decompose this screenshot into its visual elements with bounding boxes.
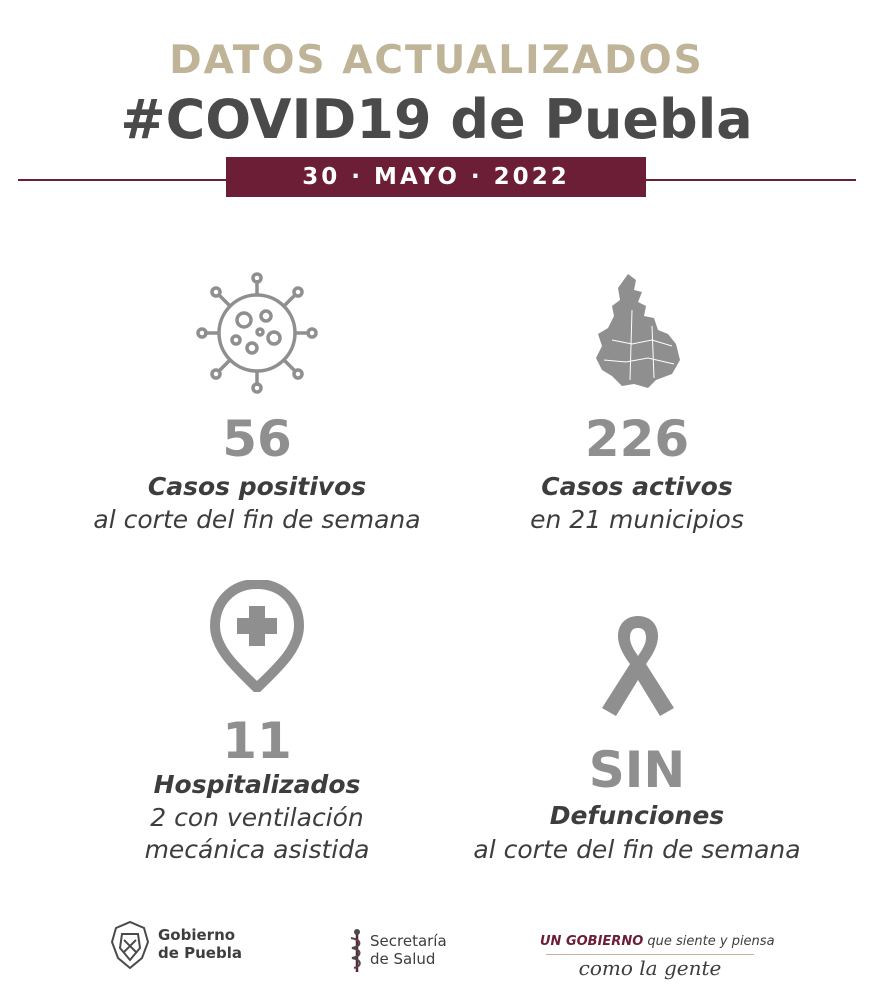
- salud-line2: de Salud: [370, 950, 436, 968]
- activos-value: 226: [584, 410, 690, 468]
- defunciones-value: SIN: [588, 741, 686, 799]
- hospital-pin-icon: [209, 580, 305, 692]
- puebla-map-icon: [592, 270, 684, 390]
- defunciones-sub: al corte del fin de semana: [473, 835, 801, 864]
- gobierno-line1: Gobierno: [158, 926, 236, 944]
- activos-label: Casos activos: [541, 472, 733, 501]
- gobierno-line2: de Puebla: [158, 944, 242, 962]
- salud-logo-icon: [348, 928, 366, 974]
- positivos-sub: al corte del fin de semana: [93, 505, 421, 534]
- secretaria-salud-logo: [348, 928, 478, 978]
- gobierno-logo-icon: [108, 918, 154, 974]
- hospitalizados-label: Hospitalizados: [153, 770, 361, 799]
- page-title: #COVID19 de Puebla: [120, 88, 753, 151]
- header-subtitle: DATOS ACTUALIZADOS: [169, 38, 704, 83]
- slogan-rest: que siente y piensa: [643, 934, 775, 949]
- slogan-accent: UN GOBIERNO: [540, 934, 644, 949]
- hospitalizados-value: 11: [222, 712, 292, 770]
- slogan: [540, 930, 775, 980]
- positivos-value: 56: [222, 410, 292, 468]
- positivos-label: Casos positivos: [147, 472, 367, 501]
- hospitalizados-sub1: 2 con ventilación: [150, 803, 364, 832]
- defunciones-label: Defunciones: [549, 801, 725, 830]
- hospitalizados-sub2: mecánica asistida: [144, 835, 370, 864]
- ribbon-icon: [596, 610, 680, 720]
- virus-icon: [196, 272, 318, 394]
- salud-line1: Secretaría: [370, 932, 447, 950]
- gobierno-puebla-logo: [108, 918, 258, 978]
- slogan-line2: como la gente: [578, 956, 722, 980]
- slogan-rule: [546, 954, 754, 955]
- date-badge: 30 · MAYO · 2022: [226, 157, 646, 197]
- activos-sub: en 21 municipios: [530, 505, 744, 534]
